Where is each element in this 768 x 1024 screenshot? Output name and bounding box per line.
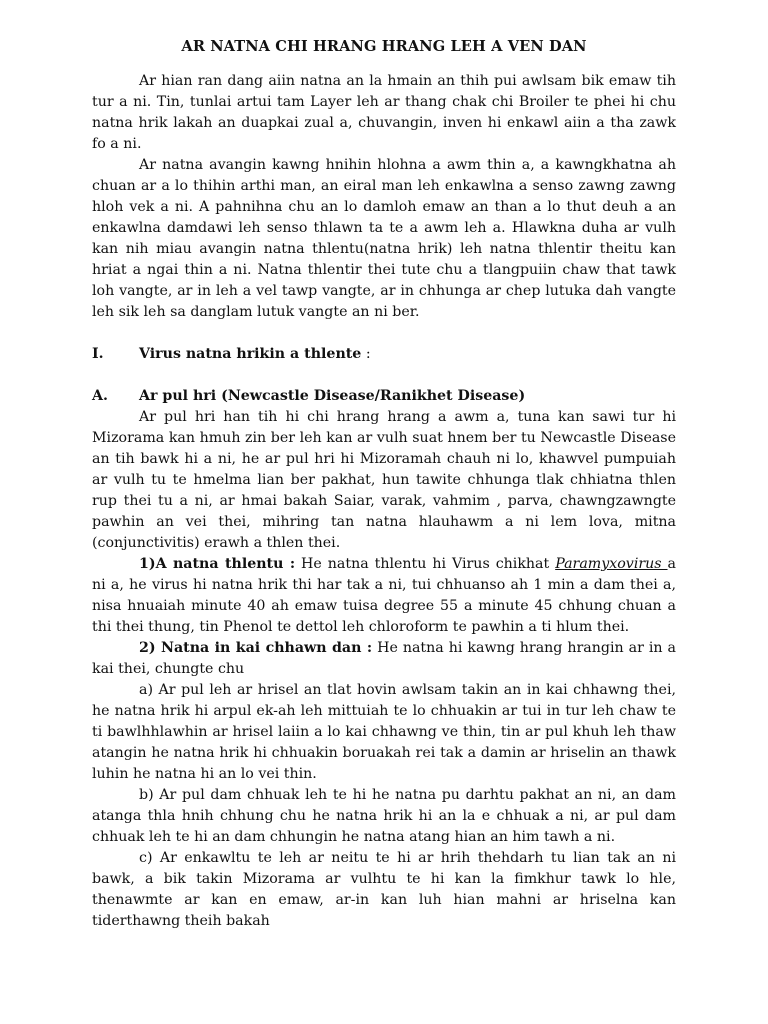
section-a-paragraph: Ar pul hri han tih hi chi hrang hrang a awm a, tuna kan sawi tur hi Mizorama kan hmuh zin ber leh kan ar vulh suat hnem ber tu Newcastle Disease an tih bawk hi a ni, he ar pul hri hi Mizoramah chauh ni lo, khawvel pumpuiah ar vulh tu te hmelma lian ber pakhat, hun tawite chhunga tlak chhiatna thlen rup thei tu a ni, ar hmai bakah Saiar, varak, vahmim , parva, chawngzawngte pawhin an vei thei, mihring tan natna hlauhawm a ni lem lova, mitna (conjunctivitis) erawh a thlen thei. xyxy=(92,409,676,551)
spacer xyxy=(92,323,676,344)
intro-paragraph-1: Ar hian ran dang aiin natna an la hmain an thih pui awlsam bik emaw tih tur a ni. Tin, tunlai artui tam Layer leh ar thang chak chi Broiler te phei hi chu natna hrik lakah an duapkai zual a, chuvangin, inven hi enkawl aiin a tha zawk fo a ni. xyxy=(92,73,676,152)
section-number: A. xyxy=(92,388,108,404)
subsection-2-paragraph: 2) Natna in kai chhawn dan : He natna hi kawng hrang hrangin ar in a kai thei, chungte chu xyxy=(92,640,676,677)
subsection-1-paragraph: 1)A natna thlentu : He natna thlentu hi Virus chikhat Paramyxovirus a ni a, he virus hi natna hrik thi har tak a ni, tui chhuanso ah 1 min a dam thei a, nisa hnuaiah minute 40 ah emaw tuisa degree 55 a minute 45 chhung chuan a thi thei thung, tin Phenol te dettol leh chloroform te pawhin a ti hlum thei. xyxy=(92,556,676,635)
section-number: I. xyxy=(92,346,104,362)
item-c-paragraph: c) Ar enkawltu te leh ar neitu te hi ar hrih thehdarh tu lian tak an ni bawk, a bik takin Mizorama ar vulhtu te hi kan la fimkhur tawk lo hle, thenawmte ar kan en emaw, ar-in kan luh hian mahni ar hriselna kan tiderthawng theih bakah xyxy=(92,850,676,929)
section-heading-A xyxy=(92,386,676,407)
item-a-paragraph: a) Ar pul leh ar hrisel an tlat hovin awlsam takin an in kai chhawng thei, he natna hrik hi arpul ek-ah leh mittuiah te lo chhuakin ar tui in tur leh chaw te ti bawlhhlawhin ar hrisel laiin a lo kai chhawng ve thin, tin ar pul khuh leh thaw atangin he natna hrik hi chhuakin boruakah rei tak a damin ar hriselin an thawk luhin he natna hi an lo vei thin. xyxy=(92,682,676,782)
section-title: Ar pul hri (Newcastle Disease/Ranikhet Disease) xyxy=(139,388,526,404)
page-title: AR NATNA CHI HRANG HRANG LEH A VEN DAN xyxy=(181,38,587,55)
subsection-2-label: 2) Natna in kai chhawn dan : xyxy=(139,640,373,656)
spacer xyxy=(92,365,676,386)
section-title: Virus natna hrikin a thlente : xyxy=(139,346,371,362)
item-b-paragraph: b) Ar pul dam chhuak leh te hi he natna pu darhtu pakhat an ni, an dam atanga thla hnih chhung chu he natna hrik hi an la e chhuak a ni, ar pul dam chhuak leh te hi an dam chhungin he natna atang hian an him tawh a ni. xyxy=(92,787,676,845)
virus-name: Paramyxovirus xyxy=(555,556,668,572)
intro-paragraph-2: Ar natna avangin kawng hnihin hlohna a awm thin a, a kawngkhatna ah chuan ar a lo thihin arthi man, an eiral man leh enkawlna a senso zawng zawng hloh vek a ni. A pahnihna chu an lo damloh emaw an than a lo thut deuh a an enkawlna damdawi leh senso thlawn ta te a awm leh a. Hlawkna duha ar vulh kan nih miau avangin natna thlentu(natna hrik) leh natna thlentir theitu kan hriat a ngai thin a ni. Natna thlentir thei tute chu a tlangpuiin chaw that tawk loh vangte, ar in leh a vel tawp vangte, ar in chhunga ar chep lutuka dah vangte leh sik leh sa danglam lutuk vangte an ni ber. xyxy=(92,157,676,320)
subsection-1-label: 1)A natna thlentu : xyxy=(139,556,296,572)
section-heading-I xyxy=(92,344,676,365)
